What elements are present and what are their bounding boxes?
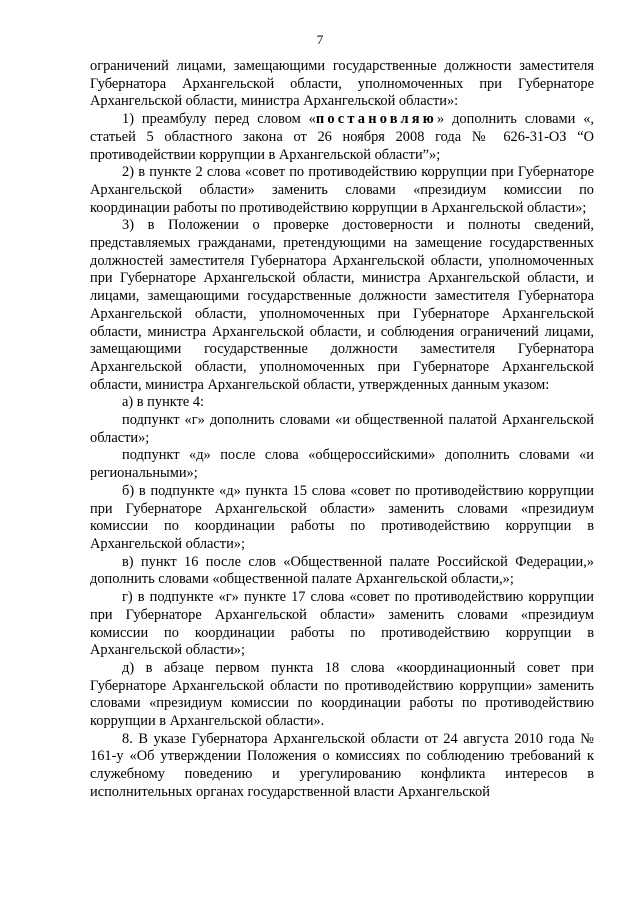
paragraph-sub-g: подпункт «г» дополнить словами «и общественной палатой Архангельской области»; bbox=[90, 412, 594, 446]
paragraph-item-3: 3) в Положении о проверке достоверности и полноты сведений, представляемых гражданами, претендующими на замещение государственных должностей заместителя Губернатора Архангельской области, уполномоченных при Губернаторе Архангельской области, министра Архангельской области, и лицами, замещающими государственные должности заместителя Губернатора Архангельской области, уполномоченных при Губернаторе Архангельской области, министра Архангельской области, и соблюдения ограничений лицами, замещающими государственные должности заместителя Губернатора Архангельской области, уполномоченных при Губернаторе Архангельской области, министра Архангельской области, утвержденных данным указом: bbox=[90, 217, 594, 393]
paragraph-sub-b: б) в подпункте «д» пункта 15 слова «совет по противодействию коррупции при Губернаторе Архангельской области» заменить словами «президиум комиссии по координации работы по противодействию коррупции в Архангельской области»; bbox=[90, 482, 594, 552]
paragraph-sub-d2: д) в абзаце первом пункта 18 слова «координационный совет при Губернаторе Архангельской области по противодействию коррупции» заменить словами «президиум комиссии по координации работы по противодействию коррупции в Архангельской области». bbox=[90, 659, 594, 730]
paragraph-item-1-after: » дополнить словами «, статьей 5 областного закона от 26 ноября 2008 года № 626-31-ОЗ “О противодействии коррупции в Архангельской области”»; bbox=[90, 111, 594, 163]
paragraph-intro: ограничений лицами, замещающими государственные должности заместителя Губернатора Архангельской области, уполномоченных при Губернаторе Архангельской области, министра Архангельской области»: bbox=[90, 58, 594, 110]
paragraph-item-8: 8. В указе Губернатора Архангельской области от 24 августа 2010 года № 161-у «Об утверждении Положения о комиссиях по соблюдению требований к служебному поведению и урегулированию конфликта интересов в исполнительных органах государственной власти Архангельской bbox=[90, 730, 594, 800]
paragraph-sub-g2: г) в подпункте «г» пункте 17 слова «совет по противодействию коррупции при Губернаторе Архангельской области» заменить словами «президиум комиссии по координации работы по противодействию коррупции в Архангельской области»; bbox=[90, 589, 594, 659]
paragraph-sub-v: в) пункт 16 после слов «Общественной палате Российской Федерации,» дополнить словами «общественной палате Архангельской области,»; bbox=[90, 553, 594, 588]
paragraph-item-1 bbox=[90, 111, 594, 164]
paragraph-item-1-keyword: постановляю bbox=[315, 111, 437, 128]
document-body bbox=[90, 58, 594, 802]
paragraph-item-2: 2) в пункте 2 слова «совет по противодействию коррупции при Губернаторе Архангельской области» заменить словами «президиум комиссии по координации работы по противодействию коррупции в Архангельской области»; bbox=[90, 164, 594, 216]
page-number: 7 bbox=[316, 32, 324, 47]
paragraph-sub-a: а) в пункте 4: bbox=[122, 394, 205, 411]
paragraph-sub-d: подпункт «д» после слова «общероссийскими» дополнить словами «и региональными»; bbox=[90, 447, 594, 482]
paragraph-item-1-before: 1) преамбулу перед словом « bbox=[122, 111, 316, 128]
